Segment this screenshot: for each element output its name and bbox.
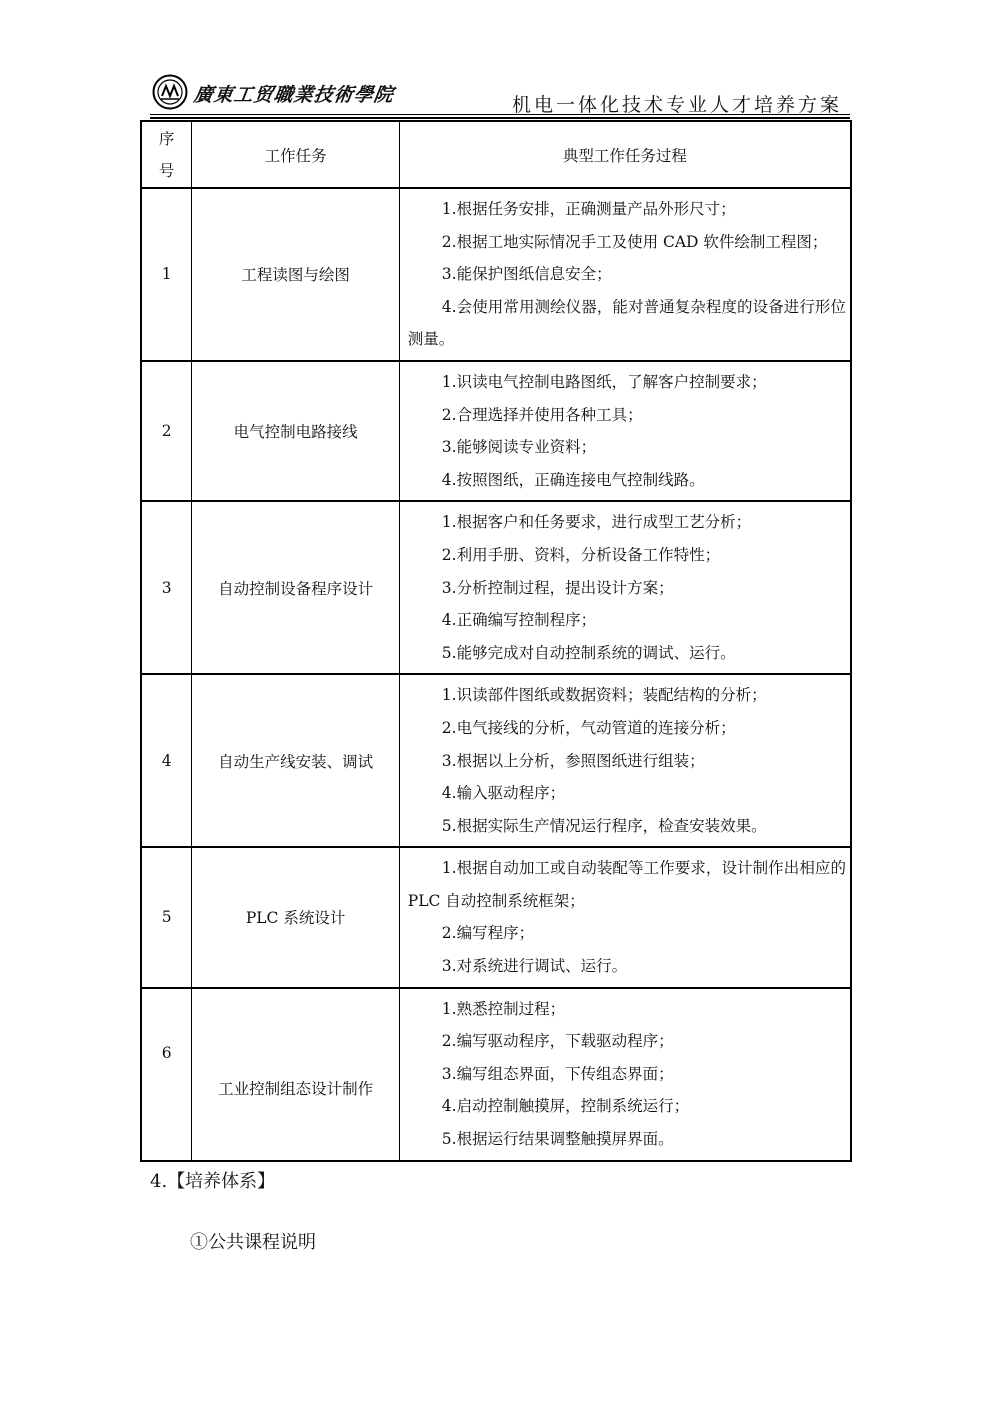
section-heading: 4.【培养体系】 (150, 1171, 276, 1192)
table-row (141, 988, 851, 1161)
step-item: 5.根据实际生产情况运行程序，检查安装效果。 (441, 816, 767, 835)
step-item: 5.能够完成对自动控制系统的调试、运行。 (441, 643, 736, 662)
school-name: 廣東工贸職業技術學院 (192, 84, 396, 106)
row-steps (399, 361, 851, 501)
header-seq: 序 号 (141, 121, 192, 188)
row-task: 工程读图与绘图 (192, 188, 399, 361)
row-seq-cell (141, 988, 192, 1161)
header-process: 典型工作任务过程 (399, 121, 851, 188)
row-task: 电气控制电路接线 (192, 361, 399, 501)
step-item: 1.识读部件图纸或数据资料；装配结构的分析； (441, 686, 767, 705)
row-task: 自动控制设备程序设计 (192, 501, 399, 674)
row-steps (399, 188, 851, 361)
table-row (141, 674, 851, 847)
document-title: 机电一体化技术专业人才培养方案 (511, 94, 842, 116)
work-task-table (140, 120, 852, 1162)
row-seq: 4 (141, 674, 192, 847)
row-task: PLC 系统设计 (192, 847, 399, 987)
step-item: 1.根据任务安排，正确测量产品外形尺寸； (441, 200, 736, 218)
row-task-cell (192, 988, 399, 1161)
step-item: 2.电气接线的分析，气动管道的连接分析； (441, 718, 736, 737)
step-item: 2.编写程序； (441, 924, 535, 943)
step-item: 3.根据以上分析，参照图纸进行组装； (441, 751, 705, 770)
step-item: 3.分析控制过程，提出设计方案； (441, 578, 674, 597)
step-item: 2.编写驱动程序，下载驱动程序； (441, 1032, 674, 1051)
step-item: 4.按照图纸，正确连接电气控制线路。 (441, 470, 705, 489)
step-item: 4.输入驱动程序； (441, 784, 566, 803)
step-item: 3.编写组态界面，下传组态界面； (441, 1064, 674, 1083)
subsection-heading: ①公共课程说明 (190, 1232, 316, 1253)
step-item: 4.启动控制触摸屏，控制系统运行； (441, 1097, 690, 1116)
step-item: 2.利用手册、资料，分析设备工作特性； (441, 545, 721, 564)
row-steps (399, 988, 851, 1161)
row-task: 自动生产线安装、调试 (192, 674, 399, 847)
row-steps (399, 501, 851, 674)
step-item: 5.根据运行结果调整触摸屏界面。 (441, 1130, 674, 1149)
step-item: 2.合理选择并使用各种工具； (441, 405, 643, 424)
table-row (141, 361, 851, 501)
header-rule-thick (150, 117, 850, 119)
step-item: 3.能够阅读专业资料； (441, 438, 597, 457)
row-seq: 2 (141, 361, 192, 501)
table-header-row (141, 121, 851, 188)
step-item: 4.正确编写控制程序； (441, 611, 597, 630)
row-seq: 3 (141, 501, 192, 674)
step-item: 3.对系统进行调试、运行。 (441, 957, 628, 976)
row-seq: 1 (141, 188, 192, 361)
table-row (141, 847, 851, 987)
row-seq: 5 (141, 847, 192, 987)
step-item: 1.识读电气控制电路图纸，了解客户控制要求； (441, 372, 767, 391)
step-item: 1.根据客户和任务要求，进行成型工艺分析； (441, 513, 752, 532)
step-item: 1.熟悉控制过程； (441, 999, 566, 1018)
row-seq: 6 (161, 1044, 172, 1063)
step-item: 1.根据自动加工或自动装配等工作要求，设计制作出相应的 PLC 自动控制系统框架； (407, 859, 846, 910)
header-rule-thin (150, 114, 850, 115)
row-task: 工业控制组态设计制作 (218, 1080, 374, 1099)
header-task: 工作任务 (192, 121, 399, 188)
table-row (141, 188, 851, 361)
step-item: 2.根据工地实际情况手工及使用 CAD 软件绘制工程图； (441, 232, 828, 251)
step-item: 4.会使用常用测绘仪器，能对普通复杂程度的设备进行形位测量。 (407, 297, 846, 349)
school-emblem-icon (152, 74, 188, 110)
row-steps (399, 674, 851, 847)
row-steps (399, 847, 851, 987)
table-row (141, 501, 851, 674)
step-item: 3.能保护图纸信息安全； (441, 265, 612, 284)
